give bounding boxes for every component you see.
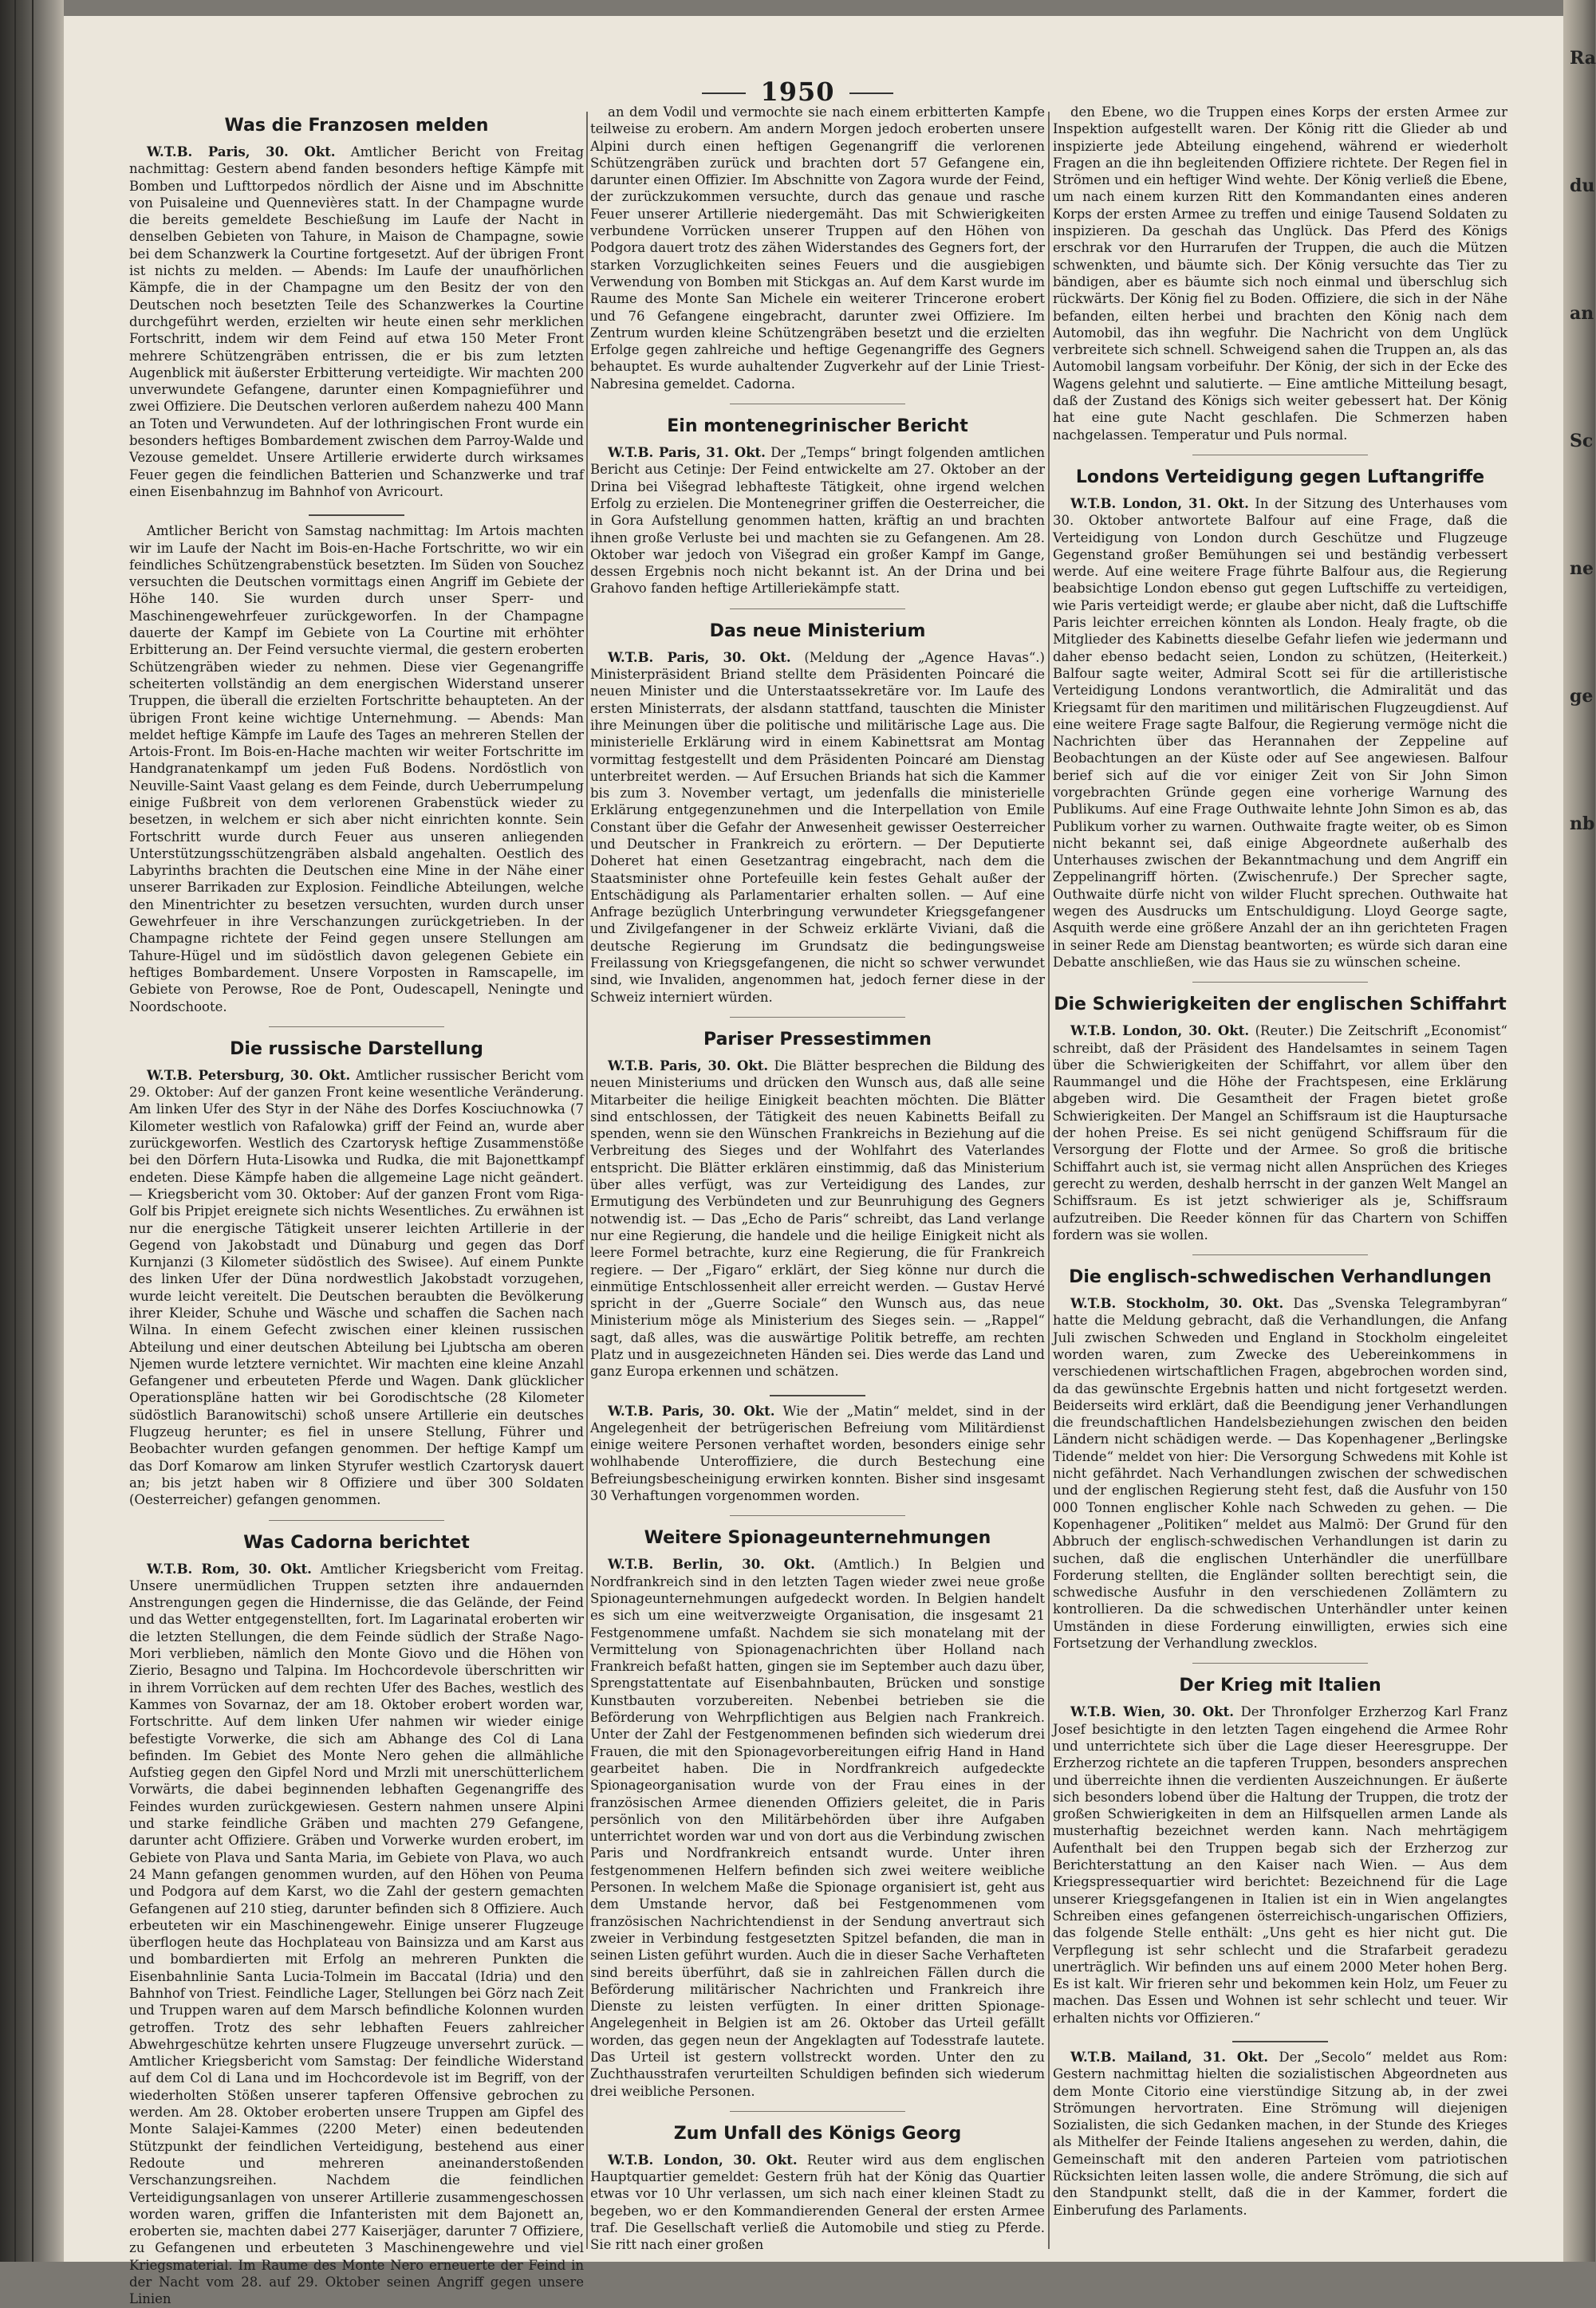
section-separator bbox=[1192, 982, 1368, 983]
dateline: W.T.B. London, 31. Okt. bbox=[1070, 495, 1249, 511]
section-separator bbox=[730, 1017, 905, 1018]
article-headline: Zum Unfall des Königs Georg bbox=[673, 2123, 962, 2144]
article-paragraph bbox=[1053, 495, 1507, 971]
article-paragraph bbox=[590, 649, 1045, 1006]
paragraph-text: (Reuter.) Die Zeitschrift „Economist“ schreibt, daß der Präsident des Handelsamtes in seinem Tagen über die Schwierigkeiten der Schiffahrt, vor allem über den Raummangel und die Höhe der Frachtspesen, eine Erklärung abgeben wird. Die Gesamtheit der Fragen bietet große Schwierigkeiten. Der Mangel an Schiffsraum ist die Hauptursache der hohen Preise. Es sei nicht genügend Schiffsraum für die Versorgung der Flotte und der Armee. So groß die britische Schiffahrt auch ist, sie vermag nicht allen Ansprüchen des Krieges gerecht zu werden, deshalb herrscht in der ganzen Welt Mangel an Schiffsraum. Es ist jetzt schwieriger als je, Schiffsraum aufzutreiben. Die Reeder können für das Chartern von Schiffen fordern was sie wollen. bbox=[1053, 1023, 1507, 1243]
dateline: W.T.B. Mailand, 31. Okt. bbox=[1070, 2049, 1269, 2065]
article-paragraph bbox=[590, 444, 1045, 597]
article-headline: Londons Verteidigung gegen Luftangriffe bbox=[1075, 467, 1485, 487]
article-paragraph bbox=[1053, 1703, 1507, 2026]
paragraph-divider bbox=[770, 1395, 865, 1396]
binding-line bbox=[32, 0, 33, 2262]
column-2 bbox=[590, 104, 1045, 2253]
edge-fragment: du bbox=[1570, 175, 1595, 196]
paragraph-text: den Ebene, wo die Truppen eines Korps der ersten Armee zur Inspektion aufgestellt waren. Der König ritt die Glieder ab und inspizierte jede Abteilung eingehend, während er wiederholt Fragen an die ihn begleitenden Offiziere richtete. Der Regen fiel in Strömen und ein heftiger Wind wehte. Der König verließ die Ebene, um nach einem kurzen Ritt den Kommandanten eines anderen Korps der ersten Armee zu treffen und einige Tausend Soldaten zu inspizieren. Da geschah das Unglück. Das Pferd des Königs erschrak vor den Hurrarufen der Truppen, die auch die Mützen schwenkten, und bäumte sich. Der König versuchte das Tier zu bändigen, aber es bäumte sich noch einmal und überschlug sich rückwärts. Der König fiel zu Boden. Offiziere, die sich in der Nähe befanden, eilten herbei und brachten den König nach dem Automobil, das ihn wegfuhr. Die Nachricht von dem Unglück verbreitete sich schnell. Schweigend sahen die Truppen an, als das Automobil langsam vorbeifuhr. Der König, der sich in der Ecke des Wagens gelehnt und salutierte. — Eine amtliche Mitteilung besagt, daß der Zustand des Königs sich weiter gebessert hat. Der König hat eine gute Nacht geschlafen. Die Schmerzen haben nachgelassen. Temperatur und Puls normal. bbox=[1053, 104, 1507, 443]
article-paragraph bbox=[590, 1556, 1045, 2100]
section-separator bbox=[730, 1515, 905, 1516]
dateline: W.T.B. Berlin, 30. Okt. bbox=[608, 1557, 815, 1573]
dateline: W.T.B. London, 30. Okt. bbox=[608, 2152, 798, 2168]
article-headline: Das neue Ministerium bbox=[709, 620, 926, 641]
dateline: W.T.B. Paris, 30. Okt. bbox=[147, 144, 336, 160]
paragraph-text: (Meldung der „Agence Havas“.) Ministerpräsident Briand stellte dem Präsidenten Poincaré die neuen Minister und die Unterstaatssekretäre vor. Im Laufe des ersten Ministerrats, der alsdann stattfand, tauschten die Minister ihre Meinungen über die politische und militärische Lage aus. Die ministerielle Erklärung wird in einem Kabinettsrat am Montag vormittag festgestellt und dem Präsidenten Poincaré am Dienstag unterbreitet werden. — Auf Ersuchen Briands hat sich die Kammer bis zum 3. November vertagt, um jedenfalls die ministerielle Erklärung entgegenzunehmen und die Interpellation von Emile Constant über die Gefahr der Anwesenheit gewisser Oesterreicher und Deutscher in Frankreich zu erörtern. — Der Deputierte Doheret hat einen Gesetzantrag eingebracht, nach dem die Staatsminister ohne Portefeuille kein festes Gehalt außer der Entschädigung als Parlamentarier erhalten sollen. — Auf eine Anfrage bezüglich Unterbringung verwundeter Kriegsgefangener und Zivilgefangener in der Schweiz erklärte Viviani, daß die deutsche Regierung im Grundsatz die bedingungsweise Freilassung von Kriegsgefangenen, die nicht so schwer verwundet sind, wie Invaliden, angenommen hat, jedoch ferner diese in der Schweiz interniert würden. bbox=[590, 649, 1045, 1005]
article-headline: Pariser Pressestimmen bbox=[703, 1029, 932, 1050]
column-rule bbox=[1048, 112, 1050, 2249]
dateline: W.T.B. London, 30. Okt. bbox=[1070, 1023, 1250, 1039]
article-paragraph bbox=[1053, 104, 1507, 443]
paragraph-text: Reuter wird aus dem englischen Hauptquartier gemeldet: Gestern früh hat der König das Quartier etwas vor 10 Uhr verlassen, um sich nach einer kleinen Stadt zu begeben, wo er den Kommandierenden General der ersten Armee traf. Die Gesellschaft verließ die Automobile und stieg zu Pferde. Sie ritt nach einer großen bbox=[590, 2152, 1045, 2253]
paragraph-text: Der Thronfolger Erzherzog Karl Franz Josef besichtigte in den letzten Tagen eingehend die Armee Rohr und unterrichtete sich über die Lage dieser Heeresgruppe. Der Erzherzog richtete an die tapferen Truppen, besonders ansprechen und überreichte ihnen die verdienten Auszeichnungen. Er äußerte sich besonders lobend über die Haltung der Truppen, die trotz der großen Schwierigkeiten in dem an Hilfsquellen armen Lande als musterhaftig bezeichnet werden kann. Nach mehrtägigem Aufenthalt bei den Truppen begab sich der Erzherzog zur Berichterstattung an den Kaiser nach Wien. — Aus dem Kriegspressequartier wird berichtet: Bezeichnend für die Lage unserer Kriegsgefangenen in Italien ist ein in Wien angelangtes Schreiben eines gefangenen österreichisch-ungarischen Offiziers, das folgende Stelle enthält: „Uns geht es hier nicht gut. Die Verpflegung ist sehr schlecht und die Strafarbeit geradezu unerträglich. Wir befinden uns auf einem 2000 Meter hohen Berg. Es ist kalt. Wir frieren sehr und bekommen kein Holz, um Feuer zu machen. Das Essen und Wohnen ist sehr schlecht und teuer. Wir erhalten nichts vor Offizieren.“ bbox=[1053, 1704, 1508, 2026]
article-paragraph bbox=[590, 1058, 1045, 1380]
edge-fragment: Ra bbox=[1570, 48, 1596, 69]
adjacent-page-edge bbox=[1563, 0, 1595, 2262]
edge-fragment: Sc bbox=[1570, 431, 1594, 451]
paragraph-text: Amtlicher russischer Bericht vom 29. Oktober: Auf der ganzen Front keine wesentliche Veränderung. Am linken Ufer des Styr in der Nähe des Dorfes Kosciuchnowka (7 Kilometer westlich von Rafalowka) griff der Feind an, wurde aber zurückgeworfen. Westlich des Czartorysk heftige Zusammenstöße bei den Dörfern Huta-Lisowka und Rudka, die mit Bajonettkampf endeten. Diese Kämpfe haben die allgemeine Lage nicht geändert. — Kriegsbericht vom 30. Oktober: Auf der ganzen Front vom Riga-Golf bis Pripjet ereignete sich nichts Wesentliches. Zu erwähnen ist nur die energische Tätigkeit unserer leichten Artillerie in der Gegend von Jakobstadt und Dünaburg und gegen das Dorf Kurnjanzi (3 Kilometer südöstlich des Swisee). Auf einem Punkte des linken Ufer der Düna nordwestlich Jakobstadt vorzugehen, wurde leicht vereitelt. Die Deutschen beraubten die Bevölkerung ihrer Kleider, Schuhe und Wäsche und schaffen die Sachen nach Wilna. In einem Gefecht zwischen einer kleinen russischen Abteilung und einer deutschen Abteilung bei Ljubtscha am oberen Njemen wurde letztere vernichtet. Wir machten eine kleine Anzahl Gefangener und erbeuteten Pferde und Wagen. Dank glücklicher Operationspläne hatten wir bei Gorodischtsche (28 Kilometer südöstlich Baranowitschi) schoß unsere Artillerie ein deutsches Flugzeug herunter; es fiel in unsere Stellung, Führer und Beobachter wurden gefangen genommen. Der heftige Kampf um das Dorf Komarow am linken Styrufer westlich Czartorysk dauert an; bis jetzt haben wir 8 Offiziere und über 300 Soldaten (Oesterreicher) gefangen genommen. bbox=[129, 1067, 585, 1508]
article-paragraph bbox=[590, 104, 1045, 392]
dateline: W.T.B. Paris, 30. Okt. bbox=[608, 649, 791, 665]
paragraph-text: Die Blätter besprechen die Bildung des neuen Ministeriums und drücken den Wunsch aus, daß alle seine Mitarbeiter die heilige Einigkeit beachten möchten. Die Blätter sind entschlossen, der Tätigkeit des neuen Kabinetts Beifall zu spenden, wenn sie den Wünschen Frankreichs in Beziehung auf die Verbreitung des Sieges und der Wohlfahrt des Vaterlandes entspricht. Die Blätter erklären einstimmig, daß das Ministerium über alles verfügt, was zur Verteidigung des Landes, zur Ermutigung des Verbündeten und zur Beunruhigung des Gegners notwendig ist. — Das „Echo de Paris“ schreibt, das Land verlange nur eine Regierung, die handele und die heilige Einigkeit nicht als leere Formel betrachte, kurz eine Regierung, die für Frankreich regiere. — Der „Figaro“ erklärt, der Sieg könne nur durch die einmütige Entschlossenheit aller erreicht werden. — Gustav Hervé spricht in der „Guerre Sociale“ den Wunsch aus, das neue Ministerium möge als Ministerium des Sieges sein. — „Rappel“ sagt, daß alles, was die auswärtige Politik betreffe, am rechten Platz und in ausgezeichneten Händen sei. Dies werde das Land und ganz Europa erkennen und schätzen. bbox=[590, 1058, 1045, 1380]
paragraph-text: In der Sitzung des Unterhauses vom 30. Oktober antwortete Balfour auf eine Frage, daß die Verteidigung von London durch Geschütze und Flugzeuge Gegenstand großer Bemühungen sei und beständig verbessert werde. Auf eine weitere Frage führte Balfour aus, die Regierung beabsichtige London ebenso gut gegen Luftschiffe zu verteidigen, wie Paris verteidigt werde; er glaube aber nicht, daß die Luftschiffe Paris leichter erreichen könnten als London. Healy fragte, ob die Mitglieder des Kabinetts dieselbe Gefahr liefen wie jedermann und daher ebenso bedacht seien, London zu schützen, (Heiterkeit.) Balfour sagte weiter, Admiral Scott sei für die artilleristische Verteidigung Londons verantwortlich, die Admiralität und das Kriegsamt für den maritimen und militärischen Flugzeugdienst. Auf eine weitere Frage sagte Balfour, die Regierung vermöge nicht die Nachrichten über das Herannahen der Zeppeline auf Beobachtungen an der Küste oder auf See angewiesen. Balfour berief sich auf die vor einiger Zeit von Sir John Simon vorgebrachten Gründe gegen eine vorherige Warnung des Publikums. Auf eine Frage Outhwaite lehnte John Simon es ab, das Publikum vorher zu warnen. Outhwaite fragte weiter, ob es Simon nicht bekannt sei, daß einige Abgeordnete außerhalb des Unterhauses zwischen der Bekanntmachung und dem Angriff ein Zeppelinangriff hörten. (Zwischenrufe.) Der Sprecher sagte, Outhwaite dürfe nicht von wilder Flucht sprechen. Outhwaite hat wegen des Ausdrucks um Entschuldigung. Lloyd George sagte, Asquith werde eine größere Anzahl der an ihn gerichteten Fragen in seiner Rede am Dienstag beantworten; es würde sich daran eine Debatte anschließen, wie das Haus sie zu wünschen scheine. bbox=[1053, 495, 1507, 970]
edge-fragment: an bbox=[1570, 303, 1594, 324]
paragraph-text: Amtlicher Bericht von Samstag nachmittag: Im Artois machten wir im Laufe der Nacht im Bois-en-Hache Fortschritte, wo wir ein feindliches Schützengrabenstück besetzten. Im Süden von Souchez versuchten die Deutschen vormittags einen Angriff im Gebiete der Höhe 140. Sie wurden durch unser Sperr- und Maschinengewehrfeuer zurückgeworfen. In der Champagne dauerte der Kampf im Gebiete von La Courtine mit erhöhter Erbitterung an. Der Feind versuchte viermal, die gestern eroberten Schützengräben wieder zu nehmen. Diese vier Gegenangriffe scheiterten vollständig an dem energischen Widerstand unserer Truppen, die überall die erzielten Fortschritte behaupteten. An der übrigen Front keine wichtige Unternehmung. — Abends: Man meldet heftige Kämpfe im Laufe des Tages an mehreren Stellen der Artois-Front. Im Bois-en-Hache machten wir weiter Fortschritte im Handgranatenkampf um jeden Fuß Bodens. Nordöstlich von Neuville-Saint Vaast gelang es dem Feinde, durch Ueberrumpelung einige Fußbreit von dem verlorenen Grabenstück wieder zu besetzen, in welchem er sich aber nicht einrichten konnte. Sein Fortschritt wurde durch Feuer aus unseren anliegenden Unterstützungsschützengräben alsbald angehalten. Oestlich des Labyrinths brachten die Deutschen eine Mine in der Nähe einer unserer Barrikaden zur Explosion. Feindliche Abteilungen, welche den Minentrichter zu besetzen versuchten, wurden durch unser Gewehrfeuer in ihre Verschanzungen zurückgetrieben. In der Champagne richtete der Feind gegen unsere Stellungen am Tahure-Hügel und im südöstlich davon gelegenen Gebiete ein heftiges Bombardement. Unsere Vorposten in Ramscapelle, im Gebiete von Perowse, Roe de Pont, Oudescapell, Neningte und Noordschoote. bbox=[129, 523, 584, 1014]
article-paragraph bbox=[590, 1403, 1045, 1505]
article-headline: Der Krieg mit Italien bbox=[1179, 1676, 1381, 1696]
article-headline: Die englisch-schwedischen Verhandlungen bbox=[1069, 1267, 1492, 1288]
paragraph-text: an dem Vodil und vermochte sie nach einem erbitterten Kampfe teilweise zu erobern. Am andern Morgen jedoch eroberten unsere Alpini durch einen heftigen Gegenangriff die verlorenen Schützengräben zurück und brachten dort 57 Gefangene ein, darunter einen Offizier. Im Abschnitte von Zagora wurde der Feind, der zurückzukommen versuchte, durch das genaue und rasche Feuer unserer Artillerie niedergemäht. Das mit Schwierigkeiten verbundene Vorrücken unserer Truppen auf den Höhen von Podgora dauert trotz des zähen Widerstandes des Gegners fort, der starken Vorzuglichkeiten seines Feuers und die ausgiebigen Verwendung von Bomben mit Stickgas an. Auf dem Karst wurde im Raume des Monte San Michele ein weiterer Trincerone erobert und 76 Gefangene eingebracht, darunter zwei Offiziere. Im Zentrum wurden kleine Schützengräben besetzt und die erzielten Erfolge gegen zahlreiche und heftige Gegenangriffe des Gegners behauptet. Es wurde auhaltender Zugverkehr auf der Linie Triest-Nabresina gemeldet. Cadorna. bbox=[590, 104, 1045, 392]
binding-line bbox=[14, 0, 16, 2262]
dateline: W.T.B. Paris, 30. Okt. bbox=[608, 1058, 769, 1073]
paragraph-text: Amtlicher Kriegsbericht vom Freitag. Unsere unermüdlichen Truppen setzten ihre andauernden Anstrengungen gegen die Hindernisse, die das Gelände, der Feind und das Wetter entgegenstellten, fort. Im Lagarinatal eroberten wir die letzten Stellungen, die dem Feinde südlich der Straße Nago-Mori verblieben, nämlich den Monte Giovo und die Höhen von Zierio, Besagno und Talpina. Im Hochcordevole überschritten wir in ihrem Vorrücken auf dem rechten Ufer des Baches, westlich des Kammes von Sovarnaz, der am 18. Oktober erobert worden war, Fortschritte. Auf dem linken Ufer nahmen wir wieder einige befestigte Vorwerke, die sich am Abhange des Col di Lana befinden. Im Gebiet des Monte Nero gehen die allmähliche Aufstieg gegen den Gipfel Nord und Mrzli mit unerschütterlichem Vorwärts, die dabei beginnenden lebhaften Gegenangriffe des Feindes wurden zurückgewiesen. Gestern nahmen unsere Alpini und starke feindliche Gräben und machten 279 Gefangene, darunter acht Offiziere. Gräben und Vorwerke wurden erobert, im Gebiete von Plava und Santa Maria, im Gebiete von Plava, wo auch 24 Mann gefangen genommen wurden, auf den Höhen von Peuma und Podgora auf dem Karst, wo die Zahl der gestern gemachten Gefangenen auf 210 stieg, darunter befinden sich 8 Offiziere. Auch erbeuteten wir ein Maschinengewehr. Einige unserer Flugzeuge überflogen heute das Hochplateau von Bainsizza und am Karst aus und bombardierten mit Erfolg an mehreren Punkten die Eisenbahnlinie Santa Lucia-Tolmein im Baccatal (Idria) und den Bahnhof von Triest. Feindliche Lager, Stellungen bei Görz nach Zeit und Truppen waren auf dem Marsch befindliche Kolonnen wurden getroffen. Trotz des sehr lebhaften Feuers zahlreicher Abwehrgeschütze kehrten unsere Flugzeuge unversehrt zurück. — Amtlicher Kriegsbericht vom Samstag: Der feindliche Widerstand auf dem Col di Lana und im Hochcordevole ist im Begriff, von der wiederholten Stößen unserer tapferen Offensive gebrochen zu werden. Am 28. Oktober eroberten unsere Truppen am Gipfel des Monte Salajei-Kammes (2200 Meter) einen bedeutenden Stützpunkt der feindlichen Verteidigung, bestehend aus einer Redoute und mehreren aneinanderstoßenden Verschanzungsreihen. Nachdem die feindlichen Verteidigungsanlagen von unserer Artillerie zusammengeschossen worden waren, griffen die Infanteristen mit dem Bajonett an, eroberten sie, machten dabei 277 Kaiserjäger, darunter 7 Offiziere, zu Gefangenen und erbeuteten 3 Maschinengewehre und viel Kriegsmaterial. Im Raume des Monte Nero erneuerte der Feind in der Nacht vom 28. auf 29. Oktober seinen Angriff gegen unsere Linien bbox=[129, 1561, 584, 2307]
article-headline: Was Cadorna berichtet bbox=[243, 1532, 470, 1553]
article-paragraph bbox=[129, 144, 584, 500]
section-separator bbox=[269, 1520, 444, 1521]
section-separator bbox=[269, 1026, 444, 1027]
paragraph-divider bbox=[1232, 2041, 1328, 2042]
article-paragraph bbox=[1053, 2049, 1507, 2219]
edge-fragment: ne bbox=[1570, 558, 1594, 579]
article-paragraph bbox=[1053, 1295, 1507, 1652]
article-paragraph bbox=[590, 2152, 1045, 2254]
article-paragraph bbox=[129, 522, 584, 1015]
paragraph-divider bbox=[309, 514, 404, 516]
article-paragraph bbox=[1053, 1022, 1507, 1243]
paragraph-text: Das „Svenska Telegrambyran“ hatte die Meldung gebracht, daß die Verhandlungen, die Anfang Juli zwischen Schweden und England in Stockholm eingeleitet worden waren, zum Zwecke des Uebereinkommens in verschiedenen wirtschaftlichen Fragen, abgebrochen worden sind, da das gewünschte Ergebnis hatten und nicht fortgesetzt werden. Beiderseits wird erklärt, daß die Beendigung jener Verhandlungen die freundschaftlichen Handelsbeziehungen zwischen den beiden Ländern nicht schädigen werde. — Das Kopenhagener „Berlingske Tidende“ meldet von hier: Die Versorgung Schwedens mit Kohle ist nicht gefährdet. Nach Verhandlungen zwischen der schwedischen und der englischen Regierung steht fest, daß die Ausfuhr von 150 000 Tonnen englischer Kohle nach Schweden zu gehen. — Die Kopenhagener „Politiken“ meldet aus Malmö: Der Grund für den Abbruch der englisch-schwedischen Verhandlungen ist darin zu suchen, daß die englischen Unterhändler die unerfüllbare Forderung stellten, die Engländer sollten berechtigt sein, die schwedische Ausfuhr in den verschiedenen Zollämtern zu kontrollieren. Da die schwedischen Unterhändler unter keinen Umständen in diese Forderung einwilligten, erwies sich eine Fortsetzung der Verhandlung zwecklos. bbox=[1053, 1296, 1508, 1652]
paragraph-text: Der „Temps“ bringt folgenden amtlichen Bericht aus Cetinje: Der Feind entwickelte am 27. Oktober an der Drina bei Višegrad lebhafteste Tätigkeit, ohne irgend welchen Erfolg zu erzielen. Die Montenegriner griffen die Oesterreicher, die in Gora Aufstellung genommen hatten, kräftig an und brachten ihnen große Verluste bei und machten sie zu Gefangenen. Am 28. Oktober war jedoch von Višegrad ein großer Kampf im Gange, dessen Ergebnis noch nicht bekannt ist. An der Drina und bei Grahovo fanden heftige Artilleriekämpfe statt. bbox=[590, 445, 1045, 597]
paragraph-text: (Amtlich.) In Belgien und Nordfrankreich sind in den letzten Tagen wieder zwei neue große Spionageunternehmungen aufgedeckt worden. In Belgien handelt es sich um eine weitverzweigte Organisation, die insgesamt 21 Festgenommene umfaßt. Nachdem sie sich monatelang mit der Vermittelung von Spionagenachrichten über Holland nach Frankreich befaßt hatten, gingen sie im September auch dazu über, Sprengstattentate auf Eisenbahnbauten, Brücken und sonstige Kunstbauten vorzubereiten. Nebenbei betrieben sie die Beförderung von Wehrpflichtigen aus Belgien nach Frankreich. Unter der Zahl der Festgenommenen befinden sich wiederum drei Frauen, die mit den Spionagevorbereitungen eifrig Hand in Hand gearbeitet haben. Die in Nordfrankreich aufgedeckte Spionageorganisation wurde von der Frau eines in der französischen Armee dienenden Offiziers geleitet, die in Paris persönlich von den Militärbehörden über ihre Aufgaben unterrichtet worden war und von dort aus die Verbindung zwischen Paris und Nordfrankreich entsandt wurde. Unter ihren festgenommenen Helfern befinden sich zwei weitere weibliche Personen. In welchem Maße die Spionage organisiert ist, geht aus dem Umstande hervor, daß bei Festgenommenen vom französischen Nachrichtendienst in der Sendung anvertraut sich zweier in Verbindung festgesetzten Spitzel befanden, die man in seinen Listen geführt wurden. Auch die in dieser Sache Verhafteten sind bereits überführt, daß sie in zahlreichen Fällen durch die Beförderung militärischer Nachrichten und Frankreich ihre Dienste zu leisten verfügten. In einer dritten Spionage-Angelegenheit in Belgien ist am 26. Oktober das Urteil gefällt worden, das gegen neun der Angeklagten auf Todesstrafe lautete. Das Urteil ist gestern vollstreckt worden. Unter den zu Zuchthausstrafen verurteilten Schuldigen befinden sich wiederum drei weibliche Personen. bbox=[590, 1557, 1045, 2099]
article-headline: Die Schwierigkeiten der englischen Schiffahrt bbox=[1054, 994, 1507, 1015]
article-paragraph bbox=[129, 1067, 584, 1509]
dateline: W.T.B. Petersburg, 30. Okt. bbox=[147, 1067, 351, 1083]
paragraph-text: Amtlicher Bericht von Freitag nachmittag: Gestern abend fanden besonders heftige Kämpfe mit Bomben und Lufttorpedos nördlich der Aisne und im Abschnitte von Puisaleine und Quennevières statt. In der Champagne wurde die bereits gemeldete Beschießung im Laufe der Nacht in denselben Gebieten von Tahure, in Maison de Champagne, sowie bei dem Schanzwerk la Courtine fortgesetzt. Auf der übrigen Front ist nichts zu melden. — Abends: Im Laufe der unaufhörlichen Kämpfe, die in der Champagne um den Besitz der von den Deutschen noch besetzten Teile des Schanzwerkes la Courtine durchgeführt werden, erzielten wir heute einen sehr merklichen Fortschritt, indem wir dem Feind auf etwa 150 Meter Front mehrere Schützengräben entrissen, die er bis zum letzten Augenblick mit äußerster Erbitterung verteidigte. Wir machten 200 unverwundete Gefangene, darunter einen Kompagnieführer und zwei Offiziere. Die Deutschen verloren außerdem nahezu 400 Mann an Toten und Verwundeten. Auf der lothringischen Front wurde ein besonders heftiges Bombardement zwischen dem Parroy-Walde und Vezouse gemeldet. Unsere Artillerie erwiderte durch wirksames Feuer gegen die feindlichen Batterien und Schanzwerke und traf einen Eisenbahnzug im Bahnhof von Avricourt. bbox=[129, 144, 585, 499]
section-separator bbox=[1192, 1663, 1368, 1664]
article-headline: Ein montenegrinischer Bericht bbox=[667, 416, 968, 437]
article-headline: Die russische Darstellung bbox=[230, 1038, 483, 1059]
dateline: W.T.B. Paris, 31. Okt. bbox=[608, 445, 766, 461]
article-headline: Weitere Spionageunternehmungen bbox=[644, 1528, 991, 1549]
dateline: W.T.B. Paris, 30. Okt. bbox=[608, 1403, 775, 1419]
column-1 bbox=[129, 104, 585, 2307]
page-number: 1950 bbox=[702, 77, 893, 107]
book-binding bbox=[0, 0, 64, 2262]
edge-fragment: nb bbox=[1570, 813, 1595, 834]
edge-fragment: ge bbox=[1570, 686, 1594, 707]
column-rule bbox=[586, 112, 588, 2249]
column-3 bbox=[1053, 104, 1507, 2249]
section-separator bbox=[730, 2111, 905, 2112]
paragraph-text: Wie der „Matin“ meldet, sind in der Angelegenheit der betrügerischen Befreiung vom Militärdienst einige weitere Personen verhaftet worden, besonders einige sehr wohlhabende Unteroffiziere, die durch Bestechung eine Befreiungsbescheinigung erwirken konnten. Bisher sind insgesamt 30 Verhaftungen vorgenommen worden. bbox=[590, 1403, 1045, 1504]
article-paragraph bbox=[129, 1561, 584, 2308]
paragraph-text: Der „Secolo“ meldet aus Rom: Gestern nachmittag hielten die sozialistischen Abgeordneten aus dem Monte Citorio eine vierstündige Sitzung ab, in der zwei Strömungen hervortraten. Eine Strömung will diejenigen Sozialisten, die sich Gedanken machen, in der Stunde des Krieges als Mithelfer der Feinde Italiens angesehen zu werden, dahin, die Gemeinschaft mit den anderen Parteien vom patriotischen Rücksichten leiten lassen wolle, die andere Strömung, die sich auf den Standpunkt stellt, daß die in der Kammer, fordert die Einberufung des Parlaments. bbox=[1053, 2049, 1507, 2218]
article-headline: Was die Franzosen melden bbox=[224, 116, 489, 136]
dateline: W.T.B. Stockholm, 30. Okt. bbox=[1070, 1296, 1284, 1312]
dateline: W.T.B. Wien, 30. Okt. bbox=[1070, 1704, 1234, 1720]
dateline: W.T.B. Rom, 30. Okt. bbox=[147, 1561, 312, 1577]
section-separator bbox=[1192, 1254, 1368, 1255]
